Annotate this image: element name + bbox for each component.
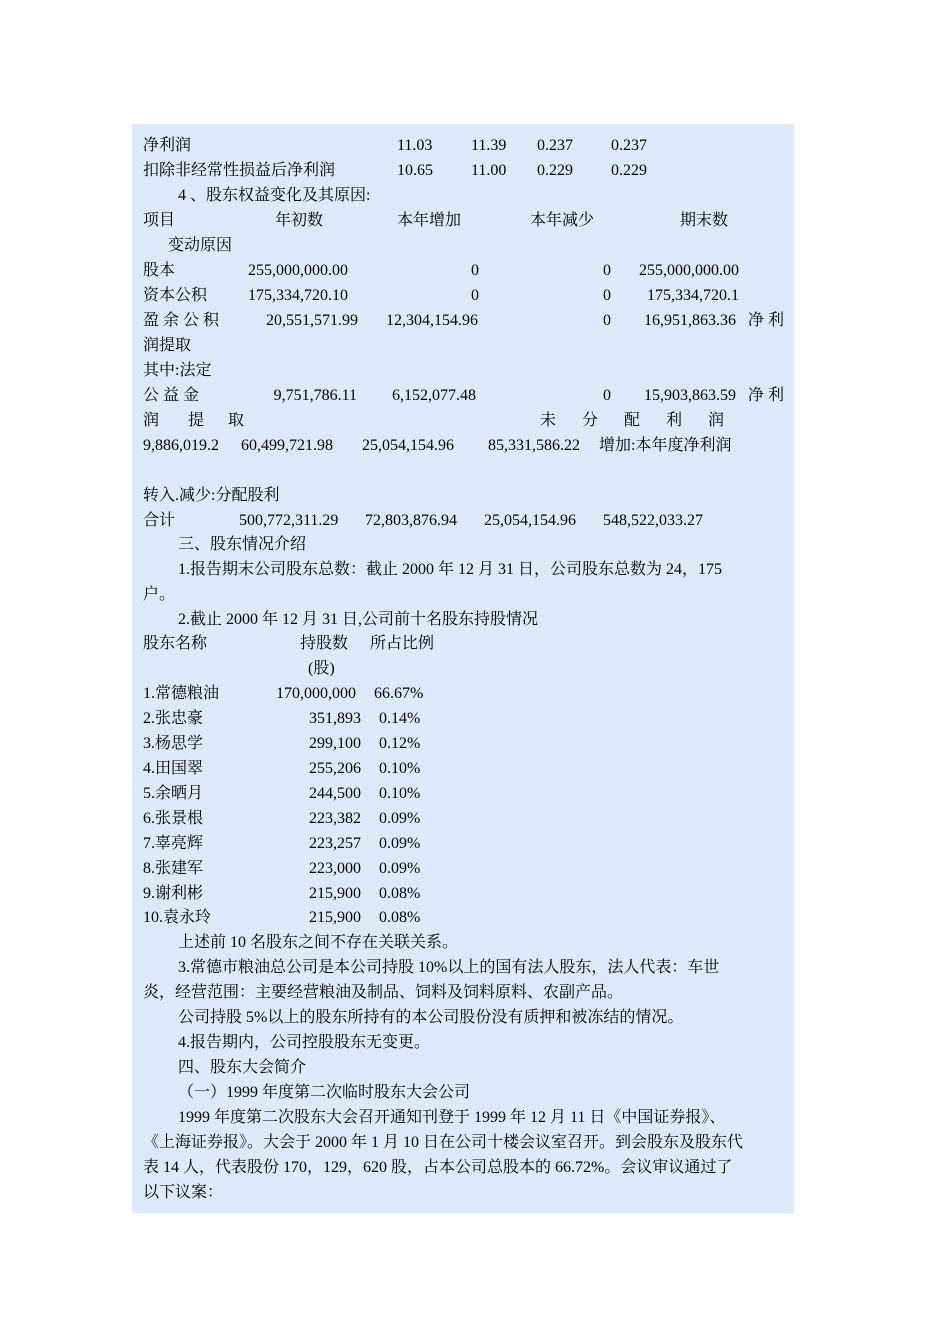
subheading: （一）1999 年度第二次临时股东大会公司 — [178, 1084, 471, 1101]
paragraph: 2.截止 2000 年 12 月 31 日,公司前十名股东持股情况 — [178, 611, 539, 628]
cell: 0 — [471, 262, 479, 279]
col-header: (股) — [308, 660, 335, 677]
eps-value: 11.03 — [397, 137, 433, 154]
shareholder-ratio: 0.12% — [379, 735, 421, 752]
paragraph: 户。 — [143, 586, 176, 603]
row-label: 其中:法定 — [143, 362, 212, 379]
eps-value: 11.00 — [471, 162, 507, 179]
paragraph: 1999 年度第二次股东大会召开通知刊登于 1999 年 12 月 11 日《中国证券报》、 — [178, 1109, 726, 1126]
section-heading: 4 、股东权益变化及其原因: — [178, 187, 371, 204]
cell: 500,772,311.29 — [239, 512, 339, 529]
wrap-char: 润 — [708, 412, 725, 429]
shareholder-ratio: 0.08% — [379, 909, 421, 926]
eps-value: 0.237 — [537, 137, 573, 154]
paragraph: 公司持股 5%以上的股东所持有的本公司股份没有质押和被冻结的情况。 — [178, 1009, 684, 1026]
col-header: 所占比例 — [370, 635, 435, 652]
shareholder-ratio: 0.14% — [379, 710, 421, 727]
shareholder-shares: 223,382 — [309, 810, 361, 827]
cell: 16,951,863.36 — [644, 312, 736, 329]
shareholder-shares: 255,206 — [309, 760, 361, 777]
cell: 255,000,000.00 — [248, 262, 348, 279]
col-header: 本年增加 — [397, 212, 462, 229]
eps-value: 11.39 — [471, 137, 507, 154]
cell: 9,751,786.11 — [273, 387, 357, 404]
paragraph: 以下议案： — [143, 1184, 224, 1201]
wrap-char: 未 — [540, 412, 557, 429]
wrap-char: 提 — [188, 412, 205, 429]
shareholder-name: 2.张忠豪 — [143, 710, 204, 727]
cell: 548,522,033.27 — [603, 512, 703, 529]
shareholder-name: 4.田国翠 — [143, 760, 204, 777]
shareholder-name: 8.张建军 — [143, 860, 204, 877]
cell: 25,054,154.96 — [362, 437, 454, 454]
shareholder-shares: 299,100 — [309, 735, 361, 752]
cell: 6,152,077.48 — [392, 387, 476, 404]
paragraph: 《上海证券报》。大会于 2000 年 1 月 10 日在公司十楼会议室召开。到会股东及股东代 — [143, 1134, 744, 1151]
cell: 0 — [603, 312, 611, 329]
shareholder-shares: 223,000 — [309, 860, 361, 877]
shareholder-ratio: 0.08% — [379, 885, 421, 902]
cell: 0 — [471, 287, 479, 304]
paragraph: 4.报告期内，公司控股股东无变更。 — [178, 1034, 431, 1051]
cell: 0 — [603, 262, 611, 279]
cell: 0 — [603, 287, 611, 304]
shareholder-shares: 215,900 — [309, 909, 361, 926]
eps-value: 0.229 — [537, 162, 573, 179]
paragraph: 1.报告期末公司股东总数：截止 2000 年 12 月 31 日，公司股东总数为 24，175 — [178, 561, 723, 578]
col-header: 年初数 — [275, 212, 324, 229]
section-heading: 三、股东情况介绍 — [178, 536, 307, 553]
cell: 255,000,000.00 — [639, 262, 739, 279]
row-label: 盈 余 公 积 — [143, 312, 220, 329]
shareholder-ratio: 0.09% — [379, 810, 421, 827]
cell-reason: 净 利 — [748, 312, 785, 329]
row-label: 公 益 金 — [143, 387, 200, 404]
col-header: 股东名称 — [143, 635, 208, 652]
col-header: 变动原因 — [168, 237, 233, 254]
row-label: 合计 — [143, 512, 176, 529]
cell: 0 — [603, 387, 611, 404]
eps-row-label: 扣除非经常性损益后净利润 — [143, 162, 336, 179]
section-heading: 四、股东大会简介 — [178, 1059, 307, 1076]
cell: 175,334,720.10 — [248, 287, 348, 304]
shareholder-name: 5.余晒月 — [143, 785, 204, 802]
eps-value: 0.229 — [611, 162, 647, 179]
wrap-char: 分 — [582, 412, 599, 429]
shareholder-ratio: 66.67% — [374, 685, 424, 702]
cell: 20,551,571.99 — [266, 312, 358, 329]
eps-value: 10.65 — [397, 162, 433, 179]
wrap-char: 配 — [624, 412, 641, 429]
cell: 72,803,876.94 — [365, 512, 457, 529]
paragraph: 3.常德市粮油总公司是本公司持股 10%以上的国有法人股东，法人代表：车世 — [178, 959, 720, 976]
col-header: 持股数 — [300, 635, 349, 652]
shareholder-ratio: 0.09% — [379, 835, 421, 852]
shareholder-shares: 244,500 — [309, 785, 361, 802]
shareholder-ratio: 0.10% — [379, 785, 421, 802]
cell: 15,903,863.59 — [644, 387, 736, 404]
shareholder-name: 10.袁永玲 — [143, 909, 212, 926]
col-header: 项目 — [143, 212, 176, 229]
paragraph: 炎，经营范围：主要经营粮油及制品、饲料及饲料原料、农副产品。 — [143, 984, 624, 1001]
paragraph: 上述前 10 名股东之间不存在关联关系。 — [178, 934, 459, 951]
shareholder-shares: 223,257 — [309, 835, 361, 852]
shareholder-name: 3.杨思学 — [143, 735, 204, 752]
row-label: 股本 — [143, 262, 176, 279]
cell-reason: 净 利 — [748, 387, 785, 404]
cell: 85,331,586.22 — [488, 437, 580, 454]
wrap-char: 取 — [228, 412, 245, 429]
row-label: 资本公积 — [143, 287, 208, 304]
shareholder-name: 6.张景根 — [143, 810, 204, 827]
shareholder-name: 1.常德粮油 — [143, 685, 220, 702]
wrap-char: 润 — [143, 412, 160, 429]
col-header: 本年减少 — [530, 212, 595, 229]
col-header: 期末数 — [680, 212, 729, 229]
cell: 60,499,721.98 — [241, 437, 333, 454]
eps-value: 0.237 — [611, 137, 647, 154]
cell-reason: 增加:本年度净利润 — [599, 437, 732, 454]
shareholder-shares: 170,000,000 — [276, 685, 356, 702]
shareholder-ratio: 0.10% — [379, 760, 421, 777]
cell: 9,886,019.2 — [143, 437, 219, 454]
cell: 12,304,154.96 — [386, 312, 478, 329]
eps-row-label: 净利润 — [143, 137, 192, 154]
cell-reason: 转入.减少:分配股利 — [143, 487, 280, 504]
shareholder-name: 9.谢利彬 — [143, 885, 204, 902]
shareholder-ratio: 0.09% — [379, 860, 421, 877]
wrap-char: 利 — [666, 412, 683, 429]
shareholder-shares: 351,893 — [309, 710, 361, 727]
cell: 175,334,720.1 — [647, 287, 739, 304]
shareholder-shares: 215,900 — [309, 885, 361, 902]
cell-reason: 润提取 — [143, 337, 192, 354]
shareholder-name: 7.辜亮辉 — [143, 835, 204, 852]
paragraph: 表 14 人，代表股份 170，129，620 股，占本公司总股本的 66.72%。会议审议通过了 — [143, 1159, 733, 1176]
cell: 25,054,154.96 — [484, 512, 576, 529]
